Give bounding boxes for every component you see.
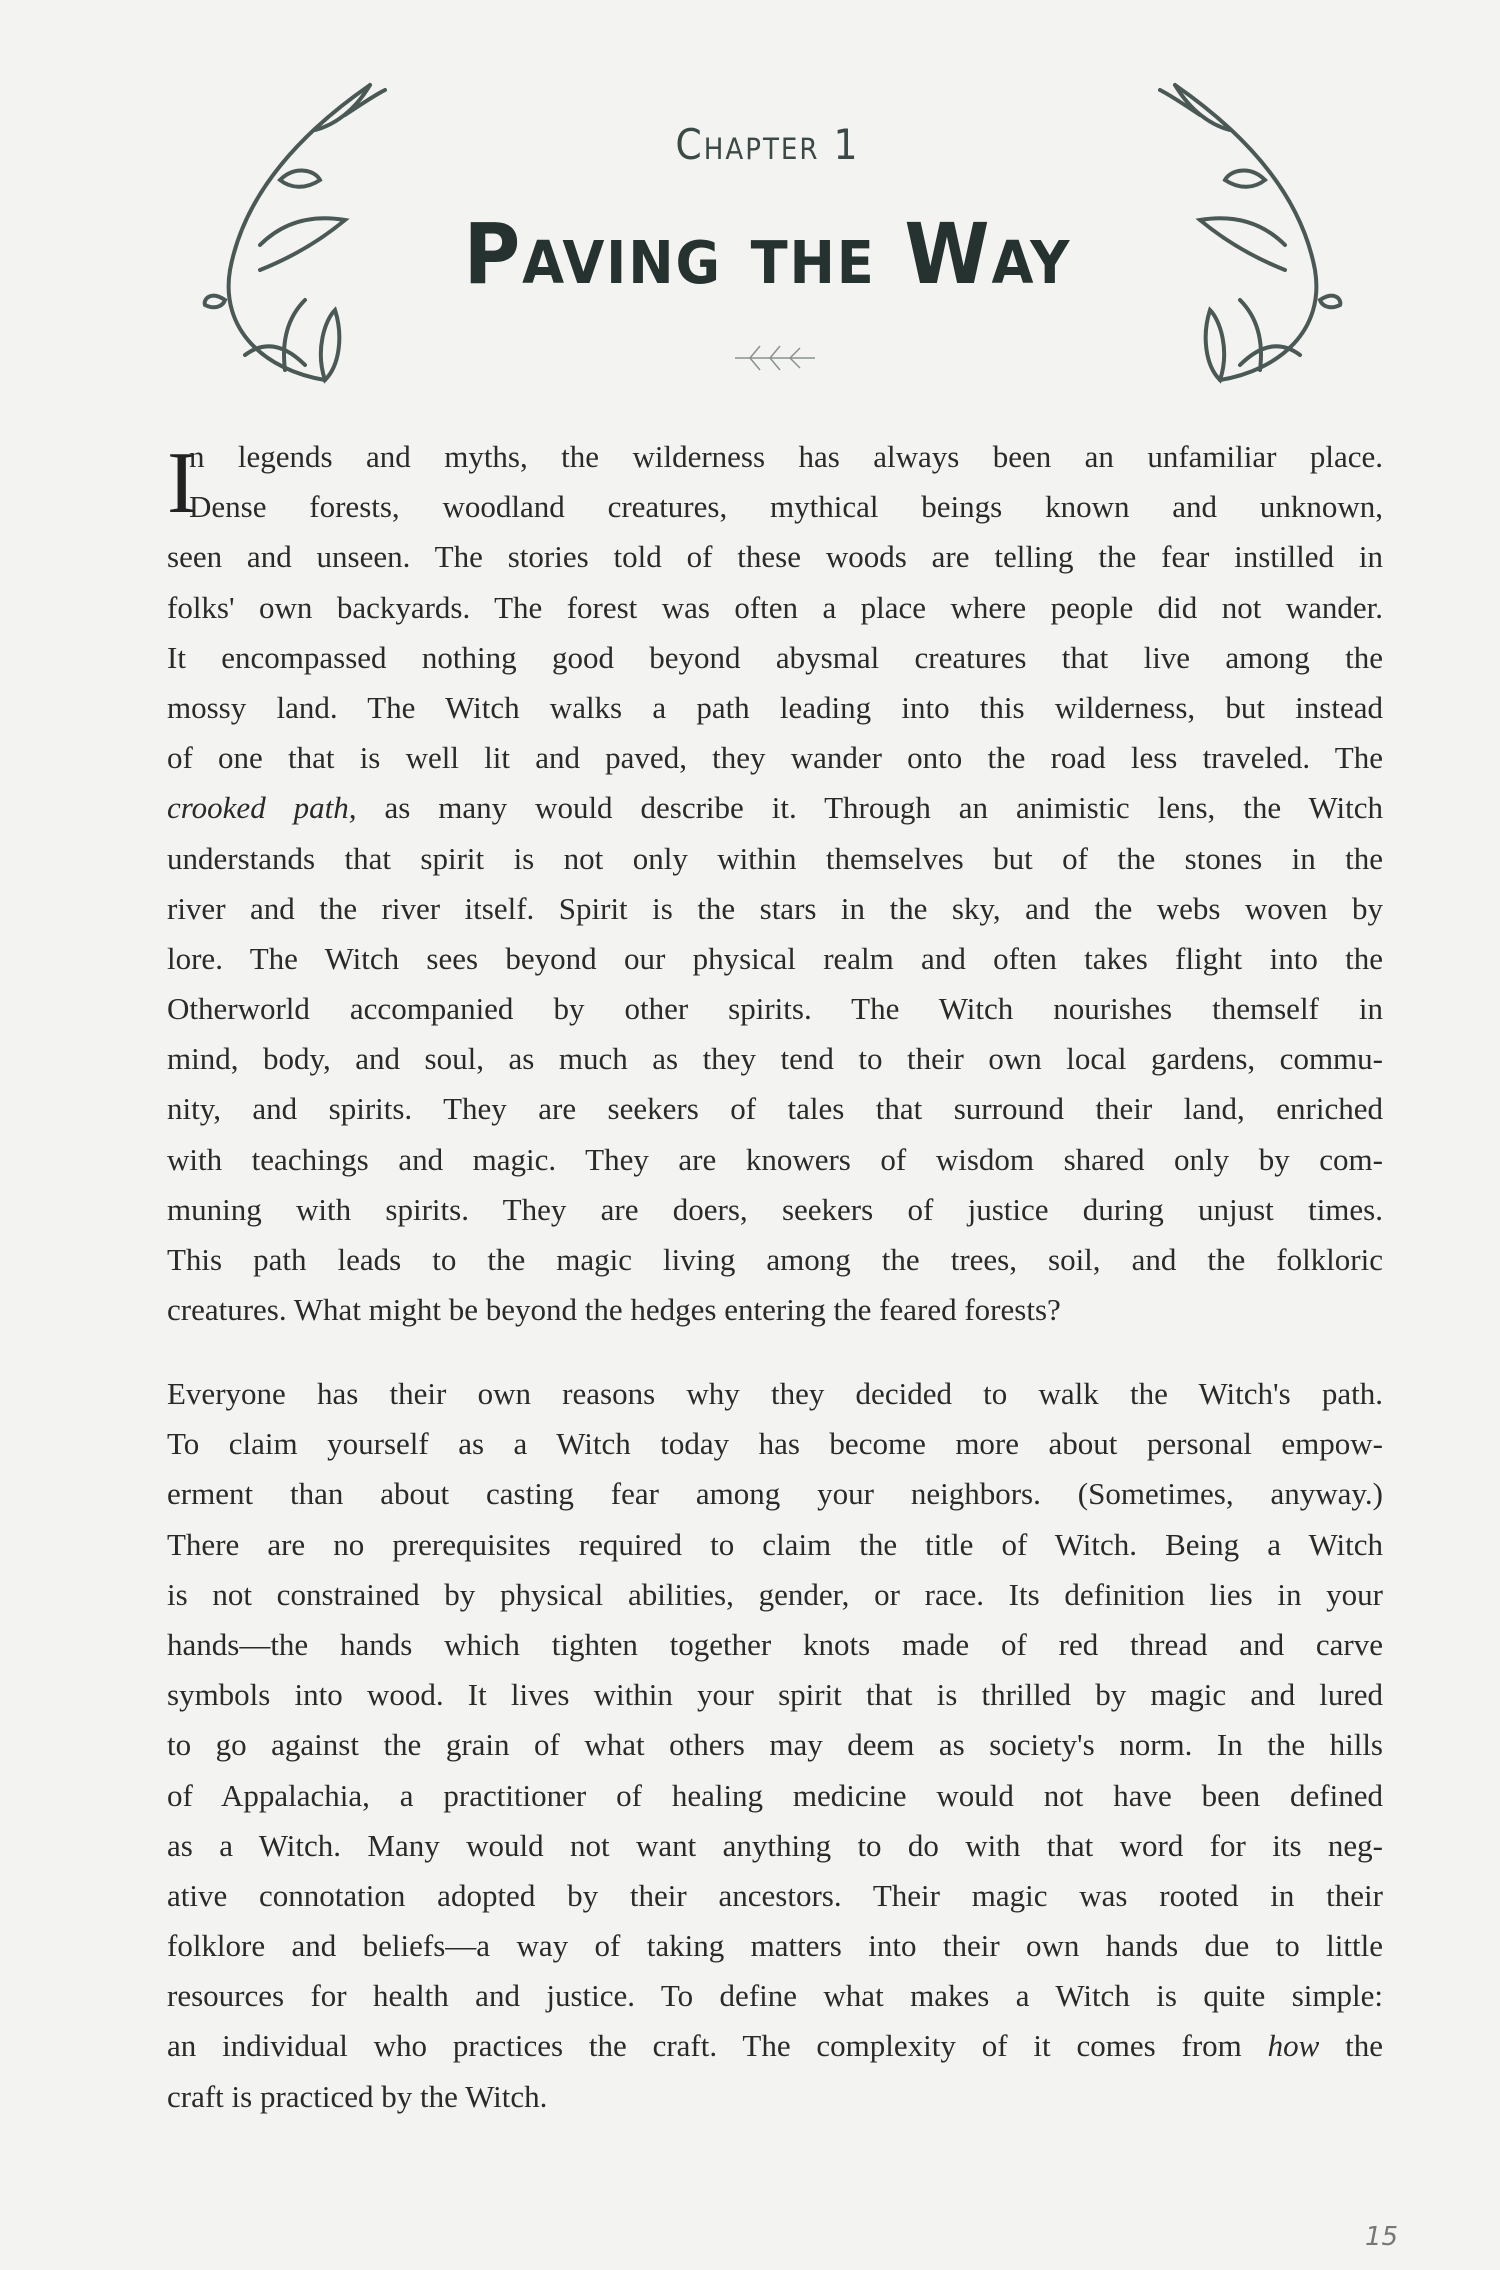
text-line <box>167 532 1383 582</box>
text-line-content <box>167 740 1383 775</box>
text-line <box>167 733 1383 783</box>
text-line-content <box>167 1878 1383 1913</box>
text-segment: is not constrained by physical abilities, gender, or race. Its definition lies in your <box>167 1576 1383 1612</box>
text-segment: of Appalachia, a practitioner of healing medicine would not have been defined <box>167 1777 1383 1813</box>
text-segment: erment than about casting fear among your neighbors. (Sometimes, anyway.) <box>167 1476 1383 1512</box>
text-segment: river and the river itself. Spirit is the stars in the sky, and the webs woven by <box>167 890 1383 926</box>
text-line <box>167 1520 1383 1570</box>
text-line-content <box>167 2079 547 2114</box>
text-line-content <box>167 590 1383 625</box>
chapter-title: Paving the Way <box>463 205 1072 303</box>
text-segment: hands—the hands which tighten together knots made of red thread and carve <box>167 1626 1383 1662</box>
text-segment: symbols into wood. It lives within your spirit that is thrilled by magic and lured <box>167 1677 1383 1713</box>
text-line <box>167 1285 1383 1335</box>
text-segment: craft is practiced by the Witch. <box>167 2078 548 2114</box>
text-segment: nity, and spirits. They are seekers of tales that surround their land, enriched <box>167 1091 1383 1127</box>
text-line-content <box>167 1527 1383 1562</box>
text-line <box>167 583 1383 633</box>
text-line-content <box>167 690 1383 725</box>
text-line-content <box>189 439 1383 474</box>
text-line <box>167 1369 1383 1419</box>
text-segment: It encompassed nothing good beyond abysmal creatures that live among the <box>167 639 1383 675</box>
text-segment: This path leads to the magic living among the trees, soil, and the folkloric <box>167 1242 1383 1277</box>
text-segment: mind, body, and soul, as much as they tend to their own local gardens, commu- <box>167 1041 1383 1077</box>
text-line-content <box>167 1476 1383 1511</box>
text-segment: lore. The Witch sees beyond our physical realm and often takes flight into the <box>167 940 1383 976</box>
text-segment: folklore and beliefs—a way of taking matters into their own hands due to little <box>167 1928 1383 1964</box>
text-segment: an individual who practices the craft. The complexity of it comes from <box>167 2028 1268 2064</box>
text-segment: To claim yourself as a Witch today has become more about personal empow- <box>167 1426 1383 1462</box>
text-segment: resources for health and justice. To define what makes a Witch is quite simple: <box>167 1978 1383 2014</box>
text-line <box>167 1034 1383 1084</box>
text-segment: mossy land. The Witch walks a path leading into this wilderness, but instead <box>167 689 1383 725</box>
text-segment: n legends and myths, the wilderness has always been an unfamiliar place. <box>189 439 1383 474</box>
text-line-content <box>167 1727 1383 1762</box>
text-line <box>167 1971 1383 2021</box>
text-line-content <box>167 1376 1383 1411</box>
text-line <box>167 1620 1383 1670</box>
text-segment: understands that spirit is not only within themselves but of the stones in the <box>167 840 1383 876</box>
text-line-content <box>167 1242 1383 1277</box>
text-line-content <box>167 1192 1383 1227</box>
italic-text: crooked path, <box>167 790 357 826</box>
text-line-content <box>167 941 1383 976</box>
text-line <box>167 1419 1383 1469</box>
text-line <box>167 1235 1383 1285</box>
text-line-content <box>167 1577 1383 1612</box>
text-line <box>167 1570 1383 1620</box>
text-line <box>167 1185 1383 1235</box>
text-line-content <box>167 1091 1383 1126</box>
text-segment: folks' own backyards. The forest was often a place where people did not wander. <box>167 589 1383 625</box>
text-line-content <box>167 1978 1383 2013</box>
text-line <box>167 1921 1383 1971</box>
text-line-content <box>167 640 1383 675</box>
text-segment: creatures. What might be beyond the hedges entering the feared forests? <box>167 1292 1061 1328</box>
text-line-content <box>167 1041 1383 1076</box>
chapter-label: Chapter 1 <box>675 120 860 169</box>
text-line <box>167 2021 1383 2071</box>
text-segment: muning with spirits. They are doers, seekers of justice during unjust times. <box>167 1191 1383 1227</box>
text-line-content <box>167 539 1383 574</box>
text-line <box>167 482 1383 532</box>
text-line <box>167 1469 1383 1519</box>
text-segment: Everyone has their own reasons why they decided to walk the Witch's path. <box>167 1376 1383 1411</box>
text-segment: Otherworld accompanied by other spirits. The Witch nourishes themself in <box>167 991 1383 1027</box>
text-segment: ative connotation adopted by their ancestors. Their magic was rooted in their <box>167 1877 1383 1913</box>
text-line-content <box>189 489 1383 524</box>
text-line <box>167 783 1383 833</box>
paragraph-2 <box>167 1369 1383 2122</box>
text-line <box>167 884 1383 934</box>
text-line <box>167 633 1383 683</box>
text-line-content <box>167 1292 1061 1327</box>
text-line-content <box>167 1928 1383 1963</box>
text-line <box>167 984 1383 1034</box>
text-line-content <box>167 790 1383 825</box>
sprig-ornament <box>730 340 820 376</box>
text-line-content <box>167 1828 1383 1863</box>
text-segment: with teachings and magic. They are knowers of wisdom shared only by com- <box>167 1141 1383 1177</box>
text-line <box>167 2072 1383 2122</box>
text-line <box>167 683 1383 733</box>
text-line <box>167 1771 1383 1821</box>
text-line-content <box>167 1627 1383 1662</box>
text-line-content <box>167 1778 1383 1813</box>
text-line-content <box>167 1142 1383 1177</box>
text-line <box>167 834 1383 884</box>
text-line-content <box>167 1677 1383 1712</box>
text-line <box>167 934 1383 984</box>
text-line-content <box>167 891 1383 926</box>
text-line <box>167 1135 1383 1185</box>
text-segment: as many would describe it. Through an animistic lens, the Witch <box>356 790 1383 826</box>
text-segment: the <box>1319 2028 1384 2064</box>
text-line-content <box>167 991 1383 1026</box>
text-segment: There are no prerequisites required to claim the title of Witch. Being a Witch <box>167 1526 1383 1562</box>
text-segment: of one that is well lit and paved, they wander onto the road less traveled. The <box>167 740 1383 776</box>
text-segment: seen and unseen. The stories told of these woods are telling the fear instilled in <box>167 539 1383 575</box>
text-line <box>167 1670 1383 1720</box>
text-segment: Dense forests, woodland creatures, mythical beings known and unknown, <box>189 489 1383 525</box>
text-line <box>167 432 1383 482</box>
text-line <box>167 1720 1383 1770</box>
italic-text: how <box>1267 2028 1320 2064</box>
page-number: 15 <box>1365 2222 1399 2252</box>
text-line-content <box>167 2028 1383 2063</box>
text-line <box>167 1084 1383 1134</box>
text-line <box>167 1871 1383 1921</box>
text-line-content <box>167 841 1383 876</box>
drop-cap: I <box>167 435 197 532</box>
paragraph-1 <box>167 432 1383 1335</box>
text-segment: to go against the grain of what others may deem as society's norm. In the hills <box>167 1727 1383 1763</box>
text-line <box>167 1821 1383 1871</box>
text-line-content <box>167 1426 1383 1461</box>
text-segment: as a Witch. Many would not want anything to do with that word for its neg- <box>167 1827 1383 1863</box>
